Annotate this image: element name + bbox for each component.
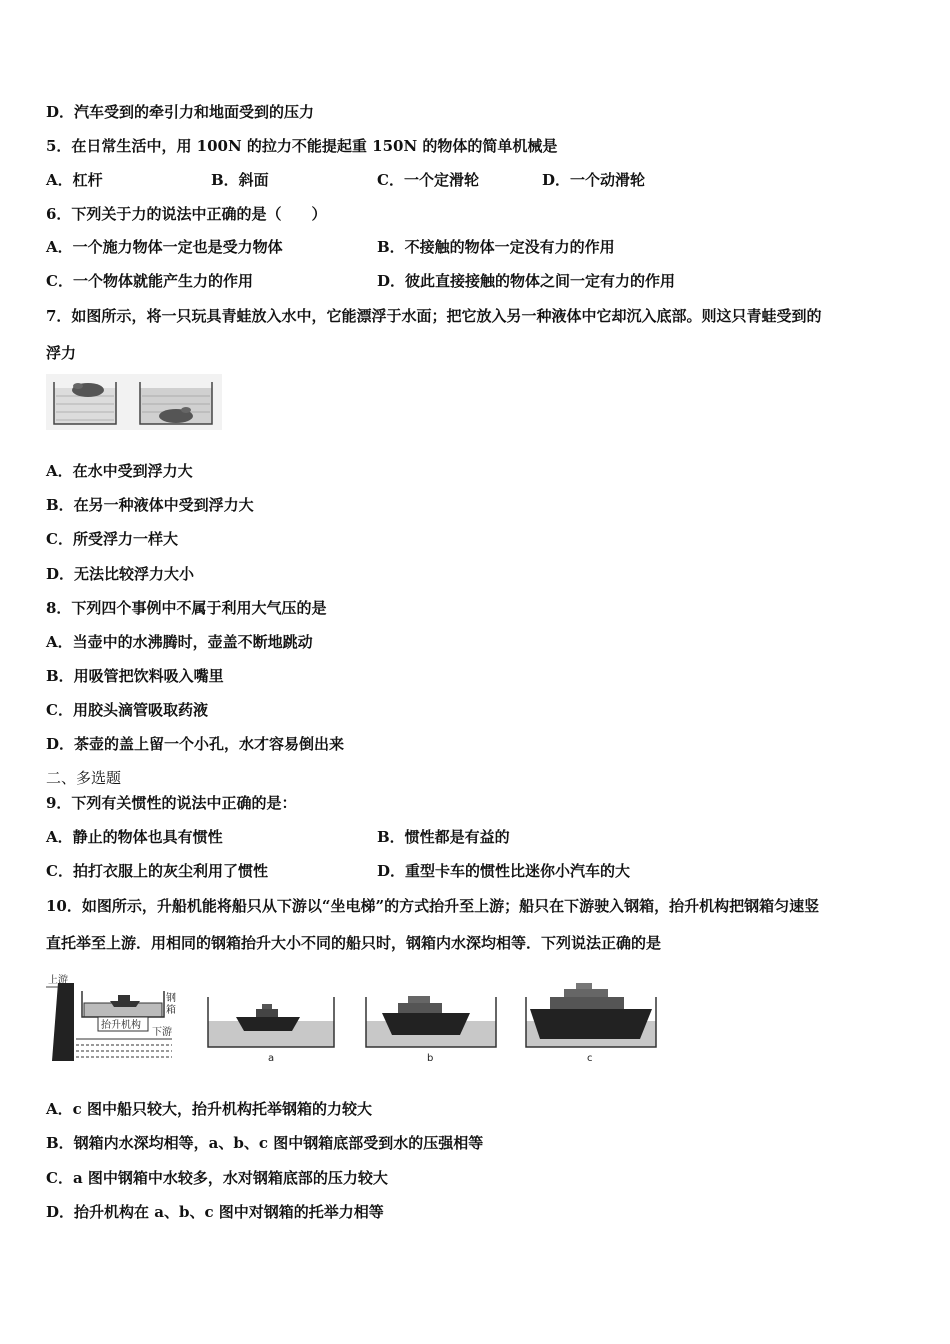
q8-option-b: B．用吸管把饮料吸入嘴里 bbox=[46, 667, 224, 685]
q7-option-d: D．无法比较浮力大小 bbox=[46, 565, 195, 583]
q5-option-c: C．一个定滑轮 bbox=[377, 171, 479, 189]
q6-option-a: A．一个施力物体一定也是受力物体 bbox=[46, 238, 283, 256]
q5-stem: 5．在日常生活中，用 100N 的拉力不能提起重 150N 的物体的简单机械是 bbox=[46, 137, 558, 155]
label-lift-mechanism: 抬升机构 bbox=[101, 1020, 141, 1031]
q10-option-d: D．抬升机构在 a、b、c 图中对钢箱的托举力相等 bbox=[46, 1203, 384, 1221]
q6-option-d: D．彼此直接接触的物体之间一定有力的作用 bbox=[377, 272, 676, 290]
q9-option-c: C．拍打衣服上的灰尘利用了惯性 bbox=[46, 862, 268, 880]
section-heading-multiple-choice: 二、多选题 bbox=[46, 769, 122, 787]
label-b: b bbox=[427, 1053, 434, 1064]
q10-stem-line2: 直托举至上游．用相同的钢箱抬升大小不同的船只时，钢箱内水深均相等．下列说法正确的是 bbox=[46, 934, 662, 952]
label-downstream: 下游 bbox=[152, 1027, 172, 1038]
q4-option-d: D．汽车受到的牵引力和地面受到的压力 bbox=[46, 103, 315, 121]
q5-option-b: B．斜面 bbox=[211, 171, 269, 189]
q8-option-c: C．用胶头滴管吸取药液 bbox=[46, 701, 208, 719]
ship-lift-figure bbox=[46, 965, 658, 1067]
q7-option-a: A．在水中受到浮力大 bbox=[46, 462, 193, 480]
q10-option-c: C．a 图中钢箱中水较多，水对钢箱底部的压力较大 bbox=[46, 1169, 388, 1187]
label-upstream: 上游 bbox=[48, 975, 68, 986]
q5-option-a: A．杠杆 bbox=[46, 171, 103, 189]
q10-stem-line1: 10．如图所示，升船机能将船只从下游以“坐电梯”的方式抬升至上游；船只在下游驶入钢箱，抬升机构把钢箱匀速竖 bbox=[46, 897, 820, 915]
q7-option-b: B．在另一种液体中受到浮力大 bbox=[46, 496, 254, 514]
q9-option-a: A．静止的物体也具有惯性 bbox=[46, 828, 223, 846]
q8-option-d: D．茶壶的盖上留一个小孔，水才容易倒出来 bbox=[46, 735, 345, 753]
q6-option-c: C．一个物体就能产生力的作用 bbox=[46, 272, 253, 290]
q8-option-a: A．当壶中的水沸腾时，壶盖不断地跳动 bbox=[46, 633, 313, 651]
ship-lift-overview bbox=[46, 973, 176, 1061]
q10-option-a: A．c 图中船只较大，抬升机构托举钢箱的力较大 bbox=[46, 1100, 372, 1118]
label-box-2: 箱 bbox=[166, 1005, 176, 1016]
q7-stem-line1: 7．如图所示，将一只玩具青蛙放入水中，它能漂浮于水面；把它放入另一种液体中它却沉入底部。则这只青蛙受到的 bbox=[46, 307, 822, 325]
q7-stem-line2: 浮力 bbox=[46, 344, 77, 362]
q6-stem: 6．下列关于力的说法中正确的是（ ） bbox=[46, 205, 327, 223]
q9-option-d: D．重型卡车的惯性比迷你小汽车的大 bbox=[377, 862, 631, 880]
q6-option-b: B．不接触的物体一定没有力的作用 bbox=[377, 238, 615, 256]
container-water bbox=[54, 382, 116, 424]
q5-option-d: D．一个动滑轮 bbox=[542, 171, 646, 189]
q9-stem: 9．下列有关惯性的说法中正确的是： bbox=[46, 794, 297, 812]
ship-lift-panel-b bbox=[366, 996, 496, 1064]
container-liquid bbox=[140, 382, 212, 424]
label-box-1: 钢 bbox=[166, 993, 176, 1004]
q10-option-b: B．钢箱内水深均相等，a、b、c 图中钢箱底部受到水的压强相等 bbox=[46, 1134, 484, 1152]
label-c: c bbox=[587, 1053, 593, 1064]
ship-lift-panel-a bbox=[208, 997, 334, 1064]
ship-lift-panel-c bbox=[526, 983, 656, 1064]
frog-containers-figure bbox=[46, 374, 222, 430]
label-a: a bbox=[268, 1053, 275, 1064]
q7-option-c: C．所受浮力一样大 bbox=[46, 530, 178, 548]
q8-stem: 8．下列四个事例中不属于利用大气压的是 bbox=[46, 599, 327, 617]
q9-option-b: B．惯性都是有益的 bbox=[377, 828, 510, 846]
